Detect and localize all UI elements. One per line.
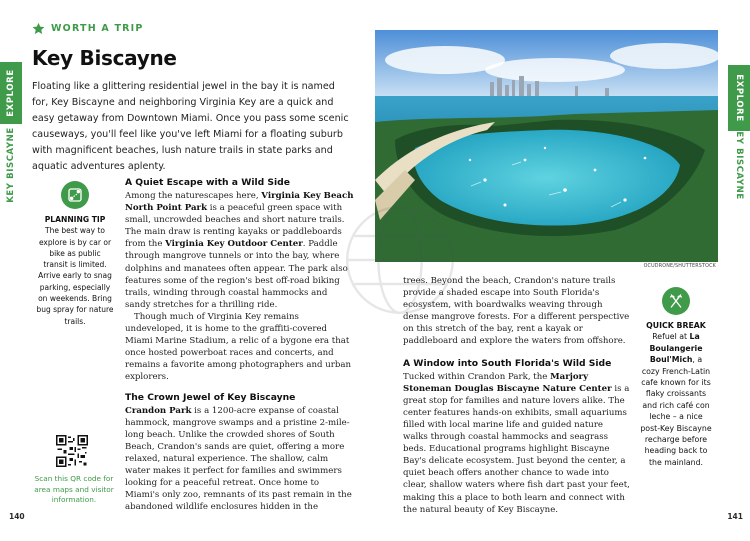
side-tab-area: KEY BISCAYNE [734,124,744,200]
quick-break-title: QUICK BREAK [646,321,706,330]
subheading-window: A Window into South Florida's Wild Side [403,357,612,369]
paragraph: trees. Beyond the beach, Crandon's nature trails provide a shaded escape into South Florida's ecosystem, with boardwalks weaving through dense mangrove forests. For a different perspective on this stretch of the bay, rent a kayak or paddleboard and explore the waters from offshore. [403,276,630,347]
column-right [403,275,630,516]
route-icon [61,181,89,209]
quick-break-text: Refuel at La Boulangerie Boul'Mich, a cozy French-Latin cafe known for its flaky croissants and rich café con leche – a nice post-Key Biscayne recharge before heading back to the mainland. [640,332,712,467]
place-name: Crandon Park [125,405,192,416]
subheading-quiet-escape: A Quiet Escape with a Wild Side [125,177,290,188]
planning-tip-title: PLANNING TIP [44,215,106,224]
side-tab-explore: EXPLORE [6,69,16,117]
paragraph: Crandon Park is a 1200-acre expanse of coastal hammock, mangrove swamps and a pristine 2-mile-long beach. Unlike the crowded shores of South Beach, Crandon's sands are quiet, offering a more relaxed, natural experience. The shallow, calm water makes it perfect for families and swimmers looking for a peaceful retreat. Once home to Miami's only zoo, remnants of its past remain in the abandoned wildlife enclosures hidden in the [125,405,352,513]
place-name: Virginia Key Beach North Point Park [125,191,354,214]
intro-paragraph: Floating like a glittering residential jewel in the bay it is named for, Key Biscayne and neighboring Virginia Key are a quick and easy getaway from Downtown Miami. Once you pass some scenic causeways, you'll feel like you've left Miami for a floating suburb with magnificent beaches, lush nature trails in state parks and aquatic adventures aplenty. [32,81,349,173]
column-middle [125,177,354,513]
page-number-left: 140 [9,512,25,521]
photo-credit: OCUDRONE/SHUTTERSTOCK [643,264,716,269]
paragraph: Tucked within Crandon Park, the Marjory Stoneman Douglas Biscayne Nature Center is a great stop for families and nature lovers alike. The center features hands-on exhibits, small aquariums filled with local marine life and guided nature walks through coastal hammocks and seagrass beds. Educational programs highlight Biscayne Bay's delicate ecosystem. Just beyond the center, a quiet beach offers another chance to wade into clear, shallow waters where fish dart past your feet, making this a place to both learn and connect with the natural beauty of Key Biscayne. [403,371,630,515]
page-number-right: 141 [727,512,743,521]
planning-tip-text: The best way to explore is by car or bike as public transit is limited. Arrive early to snag parking, especially on weekends. Bring bug spray for nature trails. [36,226,114,326]
right-side-tab [728,0,750,541]
place-name: Marjory Stoneman Douglas Biscayne Nature Center [403,371,612,394]
paragraph: Though much of Virginia Key remains undeveloped, it is home to the graffiti-covered Miami Marine Stadium, a relic of a bygone era that once hosted powerboat races and concerts, and remains a favorite among photographers and urban explorers. [125,311,352,383]
qr-caption: Scan this QR code for area maps and visitor information. [34,474,114,504]
page-title: Key Biscayne [32,46,177,70]
planning-tip [36,181,114,327]
section-label-row [32,22,144,35]
place-name: La Boulangerie Boul'Mich [649,332,703,365]
paragraph: Among the naturescapes here, Virginia Key Beach North Point Park is a peaceful green space with small, uncrowded beaches and short nature trails. The main draw is renting kayaks or paddleboards from the Virginia Key Outdoor Center. Paddle through mangrove tunnels or into the bay, where dolphins and manatees often appear. The park also features some of the region's best off-road biking trails, winding through coastal hammocks and sandy stretches for a thrilling ride. [125,191,354,310]
subheading-crown-jewel: The Crown Jewel of Key Biscayne [125,391,296,403]
aerial-photo-key-biscayne [375,30,718,262]
quick-break [640,287,712,468]
left-side-tab [0,0,22,541]
utensils-icon [662,287,690,315]
side-tab-area: KEY BISCAYNE [6,127,16,203]
qr-code[interactable] [56,435,88,467]
side-tab-explore: EXPLORE [734,74,744,122]
section-label: WORTH A TRIP [51,23,144,34]
star-icon [32,22,45,35]
place-name: Virginia Key Outdoor Center [165,239,303,250]
